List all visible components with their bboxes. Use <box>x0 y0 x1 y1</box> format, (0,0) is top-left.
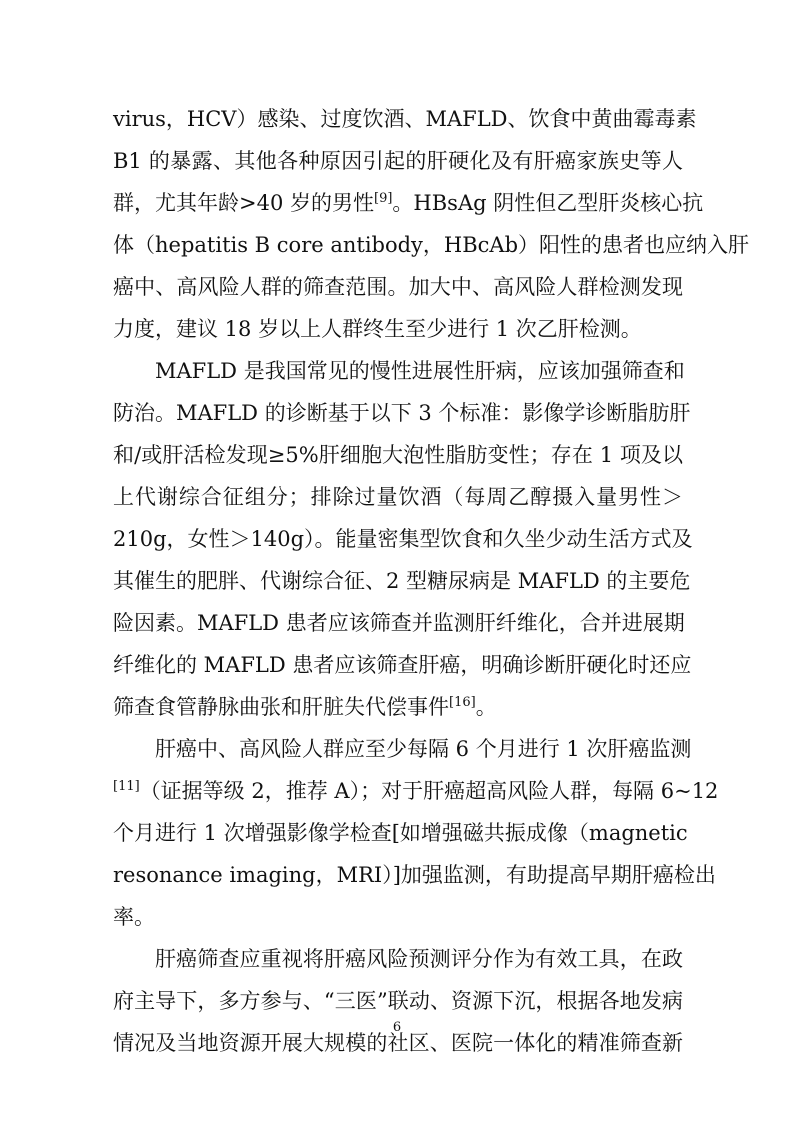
text-line: MAFLD 是我国常见的慢性进展性肝病，应该加强筛查和 <box>155 359 685 383</box>
text-line: B1 的暴露、其他各种原因引起的肝硬化及有肝癌家族史等人 <box>113 149 683 173</box>
text-line: 癌中、高风险人群的筛查范围。加大中、高风险人群检测发现 <box>113 275 683 299</box>
citation: [16] <box>449 695 476 710</box>
text-line: [11]（证据等级 2，推荐 A）；对于肝癌超高风险人群，每隔 6~12 <box>113 779 719 803</box>
text-line: 情况及当地资源开展大规模的社区、医院一体化的精准筛查新 <box>113 1031 683 1055</box>
text-line: 210g，女性＞140g）。能量密集型饮食和久坐少动生活方式及 <box>113 527 693 551</box>
text-line: 和/或肝活检发现≥5%肝细胞大泡性脂肪变性；存在 1 项及以 <box>113 443 683 467</box>
body-text <box>113 98 750 1064</box>
text-line: 体（hepatitis B core antibody，HBcAb）阳性的患者也应纳入肝 <box>113 233 750 257</box>
text-line: 筛查食管静脉曲张和肝脏失代偿事件[16]。 <box>113 695 497 719</box>
text-line: 个月进行 1 次增强影像学检查[如增强磁共振成像（magnetic <box>113 821 688 845</box>
citation: [9] <box>374 191 393 206</box>
text-line: 府主导下，多方参与、“三医”联动、资源下沉，根据各地发病 <box>113 989 683 1013</box>
text-line: 肝癌筛查应重视将肝癌风险预测评分作为有效工具，在政 <box>155 947 683 971</box>
text-line: 纤维化的 MAFLD 患者应该筛查肝癌，明确诊断肝硬化时还应 <box>113 653 692 677</box>
text-line: 群，尤其年龄>40 岁的男性[9]。HBsAg 阴性但乙型肝炎核心抗 <box>113 191 704 215</box>
text-line: 肝癌中、高风险人群应至少每隔 6 个月进行 1 次肝癌监测 <box>155 737 692 761</box>
text-line: 其催生的肥胖、代谢综合征、2 型糖尿病是 MAFLD 的主要危 <box>113 569 691 593</box>
citation: [11] <box>113 779 140 794</box>
text-line: 防治。MAFLD 的诊断基于以下 3 个标准：影像学诊断脂肪肝 <box>113 401 691 425</box>
text-line: 力度，建议 18 岁以上人群终生至少进行 1 次乙肝检测。 <box>113 317 642 341</box>
text-line: 险因素。MAFLD 患者应该筛查并监测肝纤维化，合并进展期 <box>113 611 685 635</box>
text-line: 上代谢综合征组分；排除过量饮酒（每周乙醇摄入量男性＞ <box>113 485 683 509</box>
text-line: 率。 <box>113 905 155 929</box>
text-line: virus，HCV）感染、过度饮酒、MAFLD、饮食中黄曲霉毒素 <box>113 107 697 131</box>
text-line: resonance imaging，MRI）]加强监测，有助提高早期肝癌检出 <box>113 863 716 887</box>
page-number: 6 <box>392 1020 402 1035</box>
